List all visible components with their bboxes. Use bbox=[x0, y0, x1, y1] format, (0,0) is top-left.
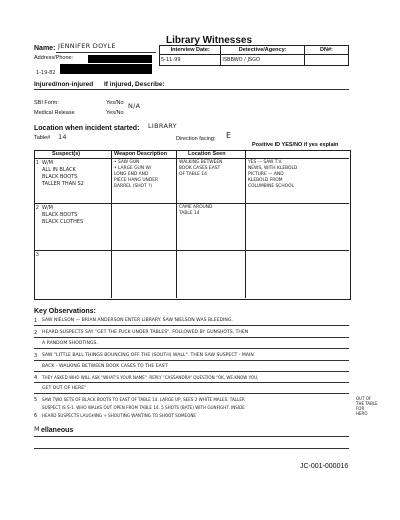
location-seen-1: WALKING BETWEEN BOOK CASES EAST OF TABLE 14 bbox=[179, 160, 223, 177]
obs-num: 4 bbox=[34, 375, 38, 381]
form-title: Library Witnesses bbox=[166, 35, 253, 46]
positive-id-header: Positive ID YES/NO if yes explain bbox=[252, 142, 339, 148]
name-label: Name: bbox=[34, 45, 56, 52]
interview-table bbox=[159, 45, 349, 66]
dn-value bbox=[304, 55, 348, 66]
observation-line: HEARD SUSPECTS SAY "GET THE FUCK UNDER TABLES". FOLLOWED BY GUNSHOTS, THEN bbox=[42, 330, 249, 335]
obs-num: 3 bbox=[34, 353, 38, 359]
name-value: JENNIFER DOYLE bbox=[58, 42, 116, 50]
injured-label: Injured/non-injured bbox=[34, 81, 94, 88]
document-id: JC-001-000016 bbox=[300, 463, 349, 470]
medical-label: Medical Release bbox=[34, 110, 75, 116]
location-seen-header: Location Seen bbox=[188, 151, 226, 157]
observations-label: Key Observations: bbox=[34, 308, 96, 315]
medical-options: Yes/No bbox=[106, 110, 124, 116]
weapon-1: • SAW GUN • LARGE GUN W/ LONG END AND PIECE HANG UNDER BARREL (SHOT ?) bbox=[114, 160, 159, 189]
observation-line: GET OUT OF HERE" bbox=[42, 386, 87, 391]
sbi-options: Yes/No bbox=[106, 100, 124, 106]
suspect-1: W/M ALL IN BLACK BLACK BOOTS TALLER THAN S2 bbox=[42, 160, 84, 187]
row-number: 1 bbox=[36, 160, 39, 166]
detective-agency-header: Detective/Agency: bbox=[221, 46, 305, 55]
table-value: 14 bbox=[58, 133, 67, 141]
positive-id-1: YES — SAW T.V. NEWS, WITH KLEBOLD PICTURE — AND KLEBOLD FROM COLUMBINE SCHOOL bbox=[248, 160, 298, 189]
observation-line: BACK - WALKING BETWEEN BOOK CASES TO THE EAST bbox=[42, 364, 168, 369]
suspect-2: W/M BLACK BOOTS BLACK CLOTHES bbox=[42, 205, 84, 225]
row-number: 3 bbox=[36, 252, 39, 258]
address-label: Address/Phone: bbox=[34, 55, 74, 61]
misc-label: ellaneous bbox=[41, 427, 74, 434]
suspect-header: Suspect(s) bbox=[52, 151, 81, 157]
dn-header: DN#: bbox=[304, 46, 348, 55]
misc-prefix: M bbox=[34, 425, 40, 433]
if-injured-label: If injured, Describe: bbox=[104, 81, 165, 88]
direction-value: E bbox=[226, 131, 232, 140]
interview-date-header: Interview Date: bbox=[160, 46, 221, 55]
obs-num: 6 bbox=[34, 413, 38, 419]
observation-line: SAW NIELSON — BRIAN ANDERSON ENTER LIBRARY. SAW NIELSON WAS BLEEDING. bbox=[42, 318, 233, 323]
weapon-header: Weapon Description bbox=[114, 151, 168, 157]
detective-agency-value: ISBBWO / JSGO bbox=[221, 55, 305, 66]
row-number: 2 bbox=[36, 205, 39, 211]
redaction-phone bbox=[60, 64, 152, 74]
sbi-label: SBI Form: bbox=[34, 100, 59, 106]
na-value: N/A bbox=[128, 102, 141, 110]
observation-line: THEY ASKED WHO WILL ASK "WHAT'S YOUR NAME". REPLY "CASSANDRA" QUESTION "OK, WE KNOW YOU, bbox=[42, 375, 259, 380]
obs-num: 2 bbox=[34, 330, 38, 336]
table-label: Table# bbox=[34, 135, 51, 141]
redaction-address bbox=[88, 55, 152, 63]
margin-note: OUT OF THE TABLE FOR HERO bbox=[356, 396, 378, 416]
location-value: LIBRARY bbox=[148, 122, 177, 130]
obs-num: 1 bbox=[34, 318, 38, 324]
observation-line: SAW TWO SETS OF BLACK BOOTS TO EAST OF TABLE 14. LARGE UP, SEES 2 WHITE MALES. TALLER bbox=[42, 397, 245, 402]
location-label: Location when incident started: bbox=[34, 125, 140, 132]
observation-line: HEARD SUSPECTS LAUGHING + SHOUTING WANTING TO SHOOT SOMEONE bbox=[42, 413, 196, 418]
observation-line: A RANDOM SHOOTINGS. bbox=[42, 341, 98, 346]
dob-value: 1-19-82 bbox=[36, 70, 56, 76]
direction-label: Direction facing: bbox=[176, 136, 216, 142]
obs-num: 5 bbox=[34, 397, 38, 403]
observation-line: SUSPECT IS S-1. WHO WALKS OUT OPEN FROM TABLE 14. 5 SHOTS (BATE) WITH GUNFIGHT. INSIDE bbox=[42, 405, 245, 410]
observation-line: SAW "LITTLE BALL THINGS BOUNCING OFF THE (SOUTH) WALL". THEN SAW SUSPECT - MAIN bbox=[42, 353, 254, 358]
location-seen-2: CAME AROUND TABLE 14 bbox=[179, 205, 213, 216]
interview-date-value: 5-11-99 bbox=[160, 55, 221, 66]
